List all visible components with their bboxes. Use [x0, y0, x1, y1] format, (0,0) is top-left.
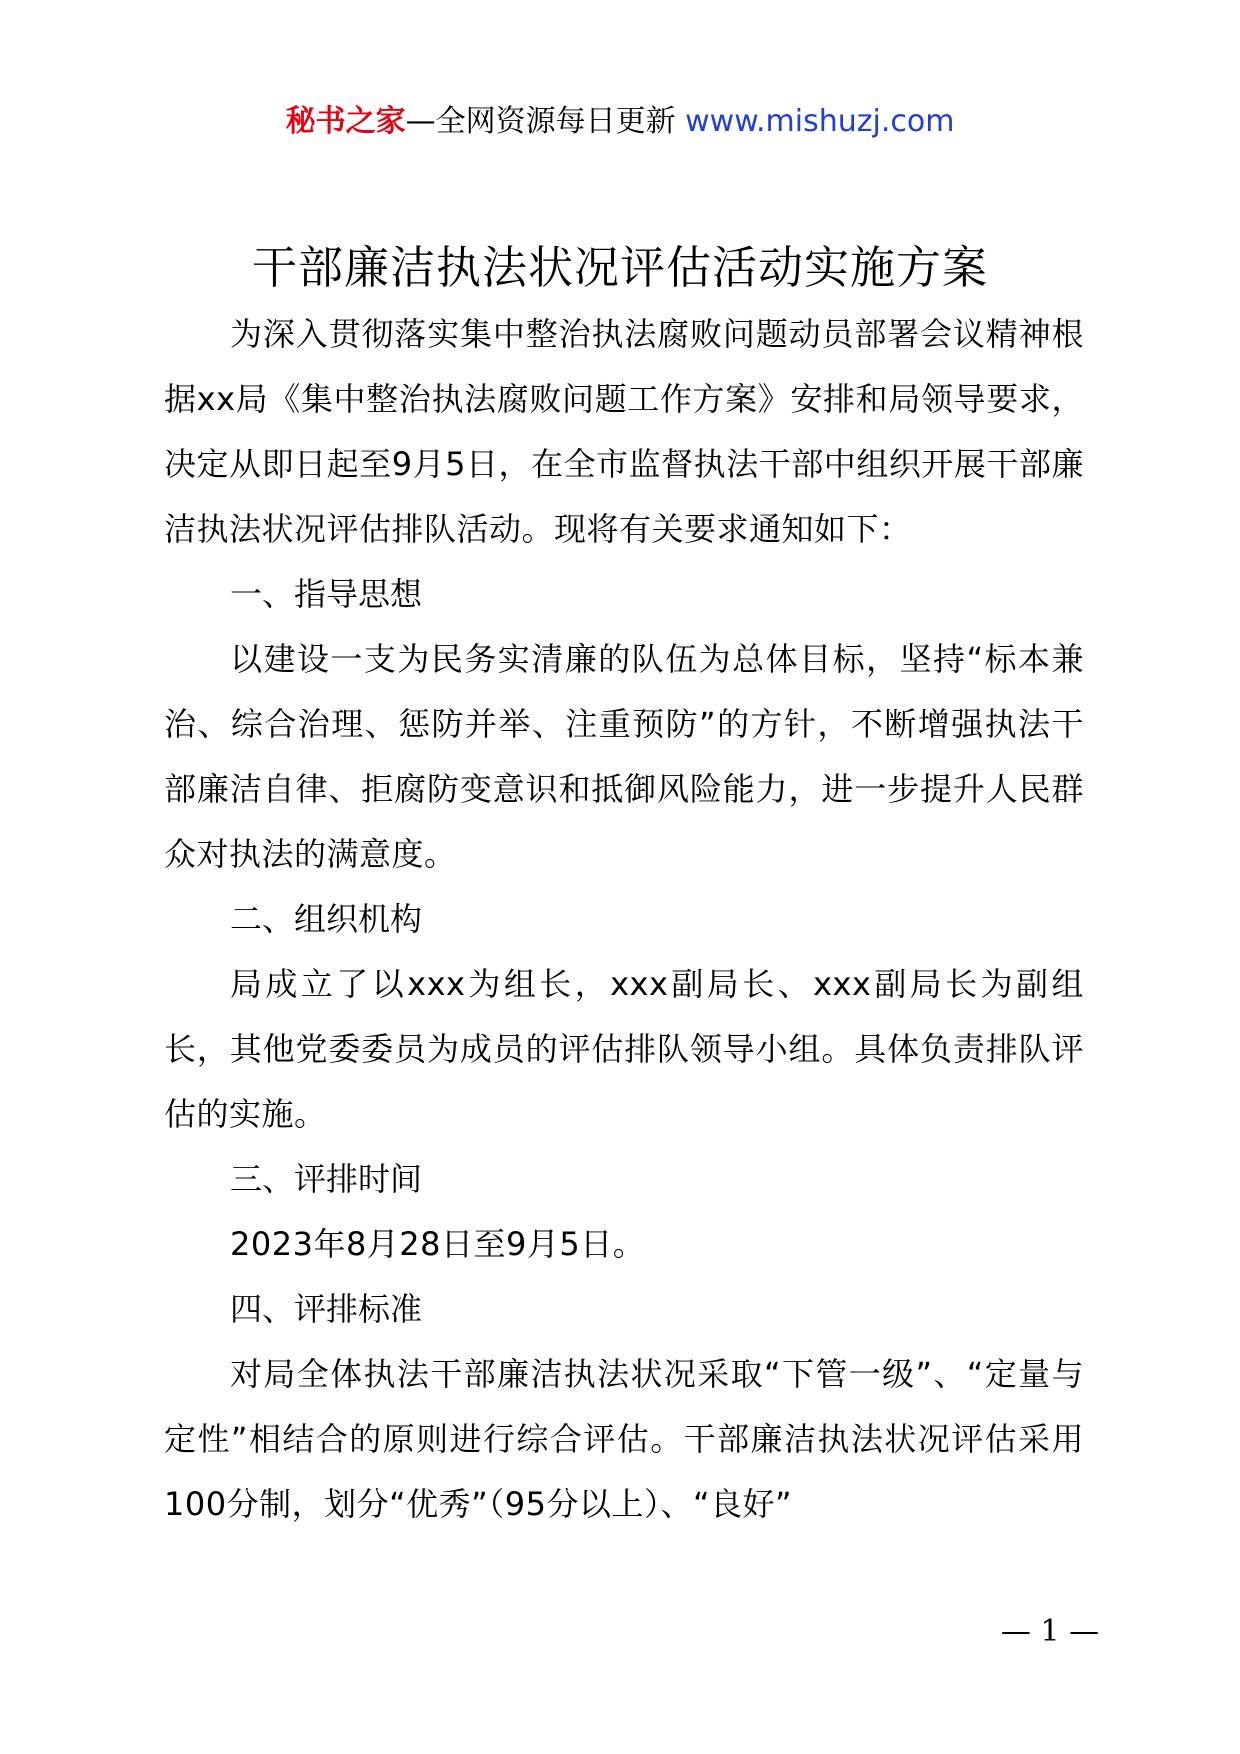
section-paragraph-evaluation-time: 2023年8月28日至9月5日。 [230, 1225, 646, 1263]
site-header [0, 100, 1240, 144]
section-paragraph-evaluation-criteria: 对局全体执法干部廉洁执法状况采取“下管一级”、“定量与定性”相结合的原则进行综合评估。干部廉洁执法状况评估采用100分制，划分“优秀”（95分以上）、“良好” [164, 1355, 1084, 1523]
site-url-link[interactable]: www.mishuzj.com [685, 104, 955, 139]
section-heading-organization: 二、组织机构 [230, 900, 423, 938]
intro-paragraph: 为深入贯彻落实集中整治执法腐败问题动员部署会议精神根据xx局《集中整治执法腐败问题工作方案》安排和局领导要求，决定从即日起至9月5日，在全市监督执法干部中组织开展干部廉洁执法状况评估排队活动。现将有关要求通知如下： [164, 315, 1084, 548]
section-paragraph-guiding-ideology: 以建设一支为民务实清廉的队伍为总体目标，坚持“标本兼治、综合治理、惩防并举、注重预防”的方针，不断增强执法干部廉洁自律、拒腐防变意识和抵御风险能力，进一步提升人民群众对执法的满意度。 [164, 640, 1084, 873]
page-number: — 1 — [1000, 1614, 1100, 1649]
section-heading-evaluation-time: 三、评排时间 [230, 1160, 423, 1198]
document-body [164, 302, 1084, 1537]
document-title: 干部廉洁执法状况评估活动实施方案 [251, 241, 988, 294]
section-heading-evaluation-criteria: 四、评排标准 [230, 1290, 423, 1328]
site-brand: 秘书之家 [285, 104, 406, 139]
section-paragraph-organization: 局成立了以xxx为组长，xxx副局长、xxx副局长为副组长，其他党委委员为成员的评估排队领导小组。具体负责排队评估的实施。 [164, 965, 1084, 1133]
site-tagline: —全网资源每日更新 [405, 104, 686, 139]
section-heading-guiding-ideology: 一、指导思想 [230, 575, 423, 613]
